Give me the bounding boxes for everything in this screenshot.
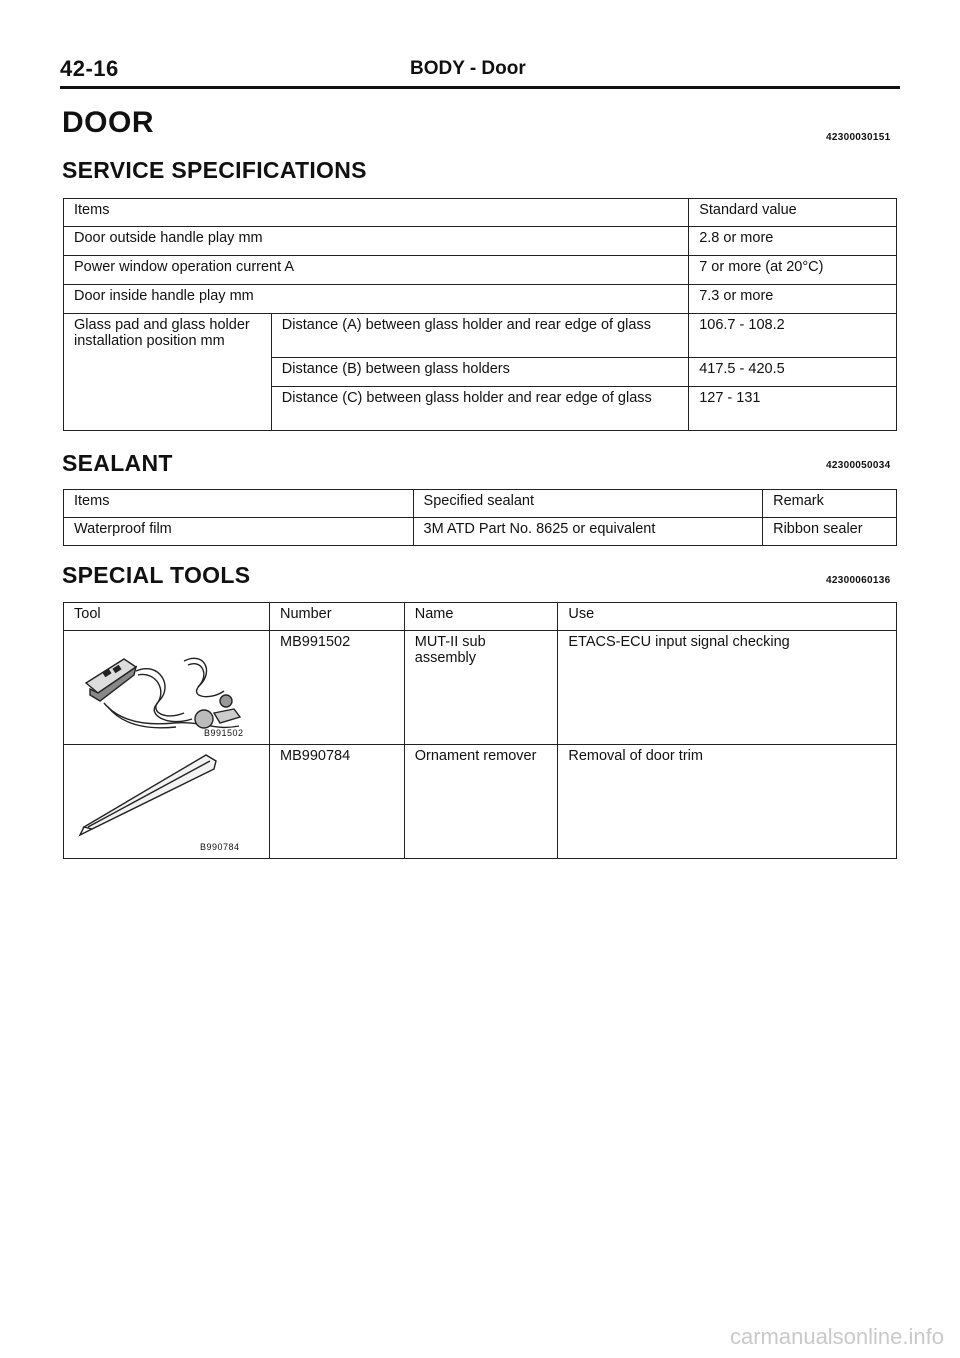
tool-image-cell (64, 745, 270, 859)
spec-value: 417.5 - 420.5 (689, 358, 897, 387)
sealant-heading: SEALANT (62, 450, 173, 476)
table-header-row (64, 603, 897, 631)
page-number: 42-16 (60, 56, 119, 81)
special-tools-code: 42300060136 (826, 575, 891, 586)
header-cell-name: Name (404, 603, 558, 631)
table-row (64, 518, 897, 546)
header-cell-use: Use (558, 603, 897, 631)
watermark: carmanualsonline.info (729, 1324, 944, 1349)
header-cell-tool: Tool (64, 603, 270, 631)
header-cell-number: Number (270, 603, 405, 631)
table-row (64, 256, 897, 285)
mut-ii-tester-icon (64, 631, 269, 743)
special-tools-heading: SPECIAL TOOLS (62, 562, 251, 588)
tool-use: ETACS-ECU input signal checking (558, 631, 897, 745)
service-specifications-table (63, 198, 897, 431)
table-header-row (64, 490, 897, 518)
service-specifications-heading: SERVICE SPECIFICATIONS (62, 157, 367, 183)
spec-item: Power window operation current A (64, 256, 689, 285)
header-divider (60, 86, 900, 89)
tool-image-cell (64, 631, 270, 745)
sealant-remark: Ribbon sealer (763, 518, 897, 546)
tool-image-code: B990784 (200, 842, 240, 852)
spec-item: Door inside handle play mm (64, 285, 689, 314)
table-row (64, 745, 897, 859)
table-row (64, 631, 897, 745)
header-cell-remark: Remark (763, 490, 897, 518)
sealant-spec: 3M ATD Part No. 8625 or equivalent (413, 518, 763, 546)
section-title: BODY - Door (410, 58, 526, 79)
table-row (64, 314, 897, 358)
tool-name: Ornament remover (404, 745, 558, 859)
ornament-remover-icon (64, 745, 269, 857)
spec-subitem: Distance (C) between glass holder and rear edge of glass (271, 387, 688, 431)
header-cell-items: Items (64, 490, 414, 518)
spec-value: 2.8 or more (689, 227, 897, 256)
spec-value: 106.7 - 108.2 (689, 314, 897, 358)
special-tools-table (63, 602, 897, 859)
spec-item: Door outside handle play mm (64, 227, 689, 256)
tool-number: MB990784 (270, 745, 405, 859)
table-header-row (64, 199, 897, 227)
sealant-code: 42300050034 (826, 460, 891, 471)
spec-group-item: Glass pad and glass holder installation position mm (64, 314, 272, 431)
tool-number: MB991502 (270, 631, 405, 745)
header-cell-standard-value: Standard value (689, 199, 897, 227)
spec-subitem: Distance (A) between glass holder and rear edge of glass (271, 314, 688, 358)
header-cell-items: Items (64, 199, 689, 227)
table-row (64, 285, 897, 314)
spec-subitem: Distance (B) between glass holders (271, 358, 688, 387)
spec-value: 7 or more (at 20°C) (689, 256, 897, 285)
spec-value: 7.3 or more (689, 285, 897, 314)
tool-image-code: B991502 (204, 728, 244, 738)
header-cell-specified-sealant: Specified sealant (413, 490, 763, 518)
spec-value: 127 - 131 (689, 387, 897, 431)
sealant-table (63, 489, 897, 546)
tool-use: Removal of door trim (558, 745, 897, 859)
door-code: 42300030151 (826, 132, 891, 143)
sealant-item: Waterproof film (64, 518, 414, 546)
tool-name: MUT-II sub assembly (404, 631, 558, 745)
door-heading: DOOR (62, 106, 154, 139)
table-row (64, 227, 897, 256)
